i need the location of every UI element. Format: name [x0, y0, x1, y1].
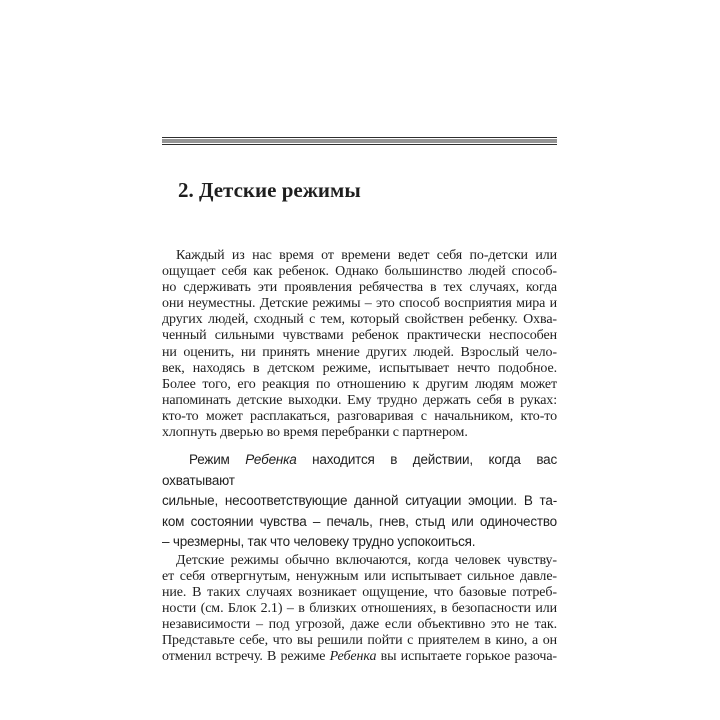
text-line: Каждый из нас время от времени ведет себя по-детски или [176, 248, 557, 263]
text-segment: отменил встречу. В режиме [162, 649, 330, 665]
text-line: сильные, несоответствующие данной ситуации эмоции. В та- [162, 493, 557, 509]
text-line: ощущает себя как ребенок. Однако большинство людей способ- [162, 264, 557, 280]
text-line: хлопнуть дверью во время перебранки с партнером. [162, 425, 468, 441]
paragraph-intro [162, 248, 557, 441]
italic-term: Ребенка [245, 452, 297, 468]
text-line: – чрезмерны, так что человеку трудно успокоиться. [162, 534, 476, 550]
callout-quote [162, 450, 557, 553]
text-segment: находится в действии, когда вас охватывают [162, 452, 557, 488]
text-line: ет себя отвергнутым, ненужным или испытывает сильное давле- [162, 568, 557, 584]
text-line: ни оценить, ни принять мнение других людей. Взрослый чело- [162, 344, 557, 360]
text-segment: Режим [189, 452, 246, 468]
text-segment: вы испытаете горькое разоча- [376, 649, 557, 665]
text-line: ченный сильными чувствами ребенок практически неспособен [162, 328, 557, 344]
section-divider-rule [162, 137, 557, 145]
text-line: кто-то может расплакаться, разговаривая с начальником, кто-то [162, 408, 557, 424]
text-line: других людей, сходный с тем, который свойствен ребенку. Охва- [162, 312, 557, 328]
text-line: Более того, его реакция по отношению к другим людям может [162, 376, 557, 392]
text-line: напоминать детские выходки. Ему трудно держать себя в руках: [162, 392, 557, 408]
chapter-title: 2. Детские режимы [178, 178, 361, 202]
text-line: ние. В таких случаях возникает ощущение, что базовые потреб- [162, 584, 557, 600]
text-line: ности (см. Блок 2.1) – в близких отношениях, в безопасности или [162, 600, 557, 616]
italic-term: Ребенка [329, 649, 377, 665]
text-line: независимости – под угрозой, даже если объективно это не так. [162, 617, 557, 632]
text-line: Представьте себе, что вы решили пойти с приятелем в кино, а он [162, 633, 557, 649]
text-line: Детские режимы обычно включаются, когда человек чувству- [176, 552, 557, 568]
text-line [162, 649, 557, 665]
text-line [162, 450, 557, 491]
paragraph-continuation [162, 553, 557, 666]
text-line: но сдерживать эти проявления ребячества в тех случаях, когда [162, 280, 557, 296]
text-line: век, находясь в детском режиме, испытывает нечто подобное. [162, 360, 557, 376]
text-column [162, 137, 557, 665]
text-line: ком состоянии чувства – печаль, гнев, стыд или одиночество [162, 513, 557, 529]
text-line: они неуместны. Детские режимы – это способ восприятия мира и [162, 296, 557, 312]
